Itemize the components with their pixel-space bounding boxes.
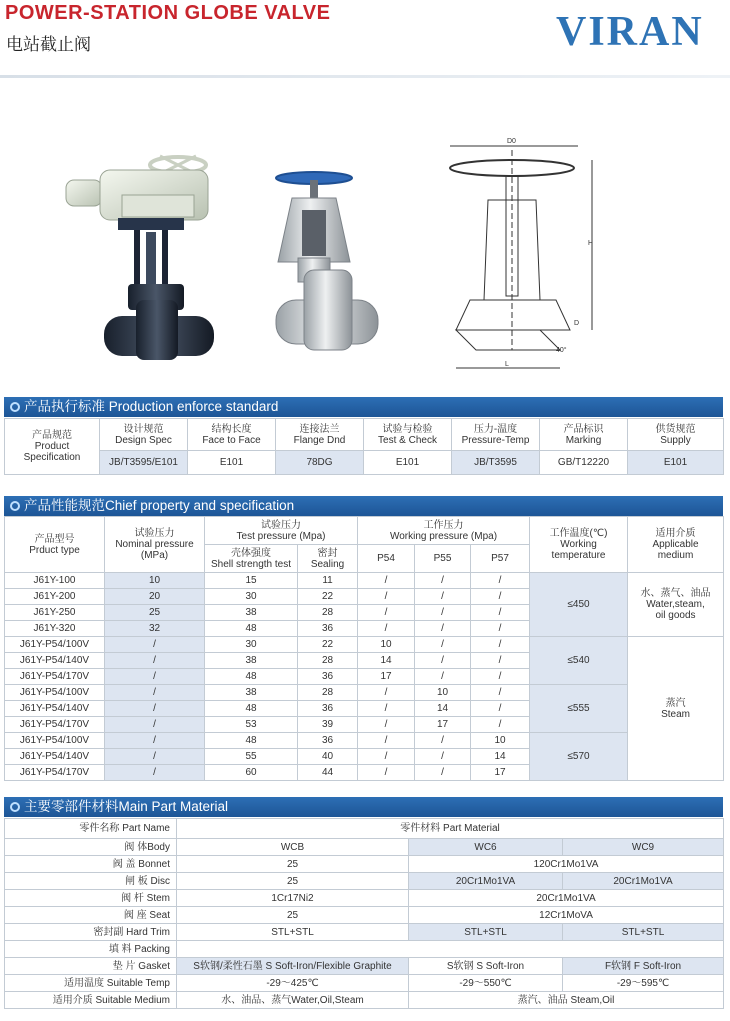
cell: 25 xyxy=(177,856,409,873)
table-cell: / xyxy=(105,701,205,717)
cell: JB/T3595/E101 xyxy=(100,451,188,475)
cell: STL+STL xyxy=(177,924,409,941)
table-cell: 38 xyxy=(205,653,298,669)
medium-cell: 蒸汽 Steam xyxy=(628,637,724,781)
cell: -29～550℃ xyxy=(409,975,563,992)
table-row xyxy=(5,573,724,589)
cell: STL+STL xyxy=(409,924,563,941)
medium-cell: 水、蒸气、油品 Water,steam, oil goods xyxy=(628,573,724,637)
header-p55: P55 xyxy=(415,545,471,573)
table-cell: 14 xyxy=(415,701,471,717)
label-disc: 闸 板 Disc xyxy=(5,873,177,890)
header-type: 产品型号 Prduct type xyxy=(5,517,105,573)
circle-bullet-icon xyxy=(10,402,20,412)
header-temp: 工作温度(℃) Working temperature xyxy=(530,517,628,573)
table-cell: 36 xyxy=(298,701,358,717)
col-head: 连接法兰 Flange Dnd xyxy=(276,419,364,451)
table-cell: 30 xyxy=(205,637,298,653)
section-title: 产品性能规范Chief property and specification xyxy=(24,498,295,513)
table-cell: / xyxy=(415,637,471,653)
label-bonnet: 阀 盖 Bonnet xyxy=(5,856,177,873)
cell xyxy=(177,941,724,958)
temperature-cell: ≤450 xyxy=(530,573,628,637)
header-shell: 壳体强度 Shell strength test xyxy=(205,545,298,573)
header-p57: P57 xyxy=(471,545,530,573)
table-cell: 15 xyxy=(205,573,298,589)
table-cell: / xyxy=(358,685,415,701)
page-subtitle: 电站截止阀 xyxy=(6,35,91,54)
label-seat: 阀 座 Seat xyxy=(5,907,177,924)
table-cell: / xyxy=(358,701,415,717)
table-cell: / xyxy=(415,749,471,765)
cell: STL+STL xyxy=(563,924,724,941)
table-cell: J61Y-P54/100V xyxy=(5,733,105,749)
standard-table xyxy=(4,418,724,475)
col-head: 供货规范 Supply xyxy=(628,419,724,451)
dim-label-l: L xyxy=(505,361,509,368)
table-cell: J61Y-P54/100V xyxy=(5,685,105,701)
table-cell: 40 xyxy=(298,749,358,765)
dim-label-angle: 40° xyxy=(556,347,567,354)
header-nominal: 试验压力 Nominal pressure (MPa) xyxy=(105,517,205,573)
circle-bullet-icon xyxy=(10,802,20,812)
table-cell: 53 xyxy=(205,717,298,733)
col-head: 试验与检验 Test & Check xyxy=(364,419,452,451)
table-cell: J61Y-P54/170V xyxy=(5,717,105,733)
table-cell: / xyxy=(105,749,205,765)
table-cell: 48 xyxy=(205,701,298,717)
table-cell: / xyxy=(471,717,530,733)
cell: E101 xyxy=(188,451,276,475)
table-cell: 25 xyxy=(105,605,205,621)
cell: E101 xyxy=(364,451,452,475)
table-cell: 48 xyxy=(205,733,298,749)
table-cell: J61Y-P54/100V xyxy=(5,637,105,653)
table-cell: / xyxy=(105,669,205,685)
dim-label-d0: D0 xyxy=(507,138,516,145)
cell: 78DG xyxy=(276,451,364,475)
table-cell: 10 xyxy=(415,685,471,701)
table-cell: 22 xyxy=(298,589,358,605)
table-cell: / xyxy=(471,701,530,717)
cell: 20Cr1Mo1VA xyxy=(563,873,724,890)
header-part-name: 零件名称 Part Name xyxy=(5,819,177,839)
table-cell: J61Y-250 xyxy=(5,605,105,621)
cell: JB/T3595 xyxy=(452,451,540,475)
table-cell: 38 xyxy=(205,685,298,701)
product-illustrations xyxy=(0,120,730,380)
header-part-material: 零件材料 Part Material xyxy=(177,819,724,839)
table-cell: / xyxy=(105,685,205,701)
table-cell: J61Y-P54/140V xyxy=(5,653,105,669)
table-cell: J61Y-320 xyxy=(5,621,105,637)
material-table xyxy=(4,818,724,1009)
table-cell: 28 xyxy=(298,685,358,701)
table-cell: / xyxy=(358,765,415,781)
table-cell: / xyxy=(415,589,471,605)
table-cell: / xyxy=(415,669,471,685)
row-head: 产品规范 Product Specification xyxy=(5,419,100,475)
table-cell: 20 xyxy=(105,589,205,605)
table-cell: / xyxy=(471,589,530,605)
electric-actuator-valve-photo xyxy=(66,156,214,360)
header-seal: 密封 Sealing xyxy=(298,545,358,573)
section-header-standard xyxy=(4,397,723,417)
cell: S软钢/柔性石墨 S Soft-Iron/Flexible Graphite xyxy=(177,958,409,975)
section-header-material xyxy=(4,797,723,817)
header-working: 工作压力 Working pressure (Mpa) xyxy=(358,517,530,545)
table-cell: 36 xyxy=(298,621,358,637)
table-cell: J61Y-100 xyxy=(5,573,105,589)
table-cell: 22 xyxy=(298,637,358,653)
sectional-drawing xyxy=(450,138,593,368)
table-cell: 17 xyxy=(415,717,471,733)
circle-bullet-icon xyxy=(10,501,20,511)
table-cell: J61Y-P54/170V xyxy=(5,765,105,781)
table-cell: 17 xyxy=(358,669,415,685)
label-packing: 填 料 Packing xyxy=(5,941,177,958)
table-cell: 14 xyxy=(358,653,415,669)
table-cell: / xyxy=(358,605,415,621)
table-cell: 55 xyxy=(205,749,298,765)
table-cell: 36 xyxy=(298,669,358,685)
table-cell: 48 xyxy=(205,669,298,685)
col-head: 结构长度 Face to Face xyxy=(188,419,276,451)
cell: 25 xyxy=(177,907,409,924)
table-cell: / xyxy=(358,717,415,733)
table-cell: / xyxy=(471,669,530,685)
label-trim: 密封副 Hard Trim xyxy=(5,924,177,941)
table-cell: J61Y-P54/140V xyxy=(5,701,105,717)
table-cell: / xyxy=(471,605,530,621)
temperature-cell: ≤555 xyxy=(530,685,628,733)
cell: 25 xyxy=(177,873,409,890)
table-cell: 10 xyxy=(471,733,530,749)
table-cell: 44 xyxy=(298,765,358,781)
table-cell: 60 xyxy=(205,765,298,781)
globe-valve-photo xyxy=(276,172,378,350)
header-test: 试验压力 Test pressure (Mpa) xyxy=(205,517,358,545)
table-cell: / xyxy=(471,637,530,653)
table-cell: / xyxy=(415,605,471,621)
table-cell: 10 xyxy=(105,573,205,589)
table-cell: / xyxy=(471,573,530,589)
table-cell: / xyxy=(358,733,415,749)
cell: S软钢 S Soft-Iron xyxy=(409,958,563,975)
cell: 120Cr1Mo1VA xyxy=(409,856,724,873)
table-cell: 36 xyxy=(298,733,358,749)
table-cell: / xyxy=(471,621,530,637)
table-cell: 28 xyxy=(298,605,358,621)
cell: 1Cr17Ni2 xyxy=(177,890,409,907)
section-title: 产品执行标准 Production enforce standard xyxy=(24,399,279,414)
header-divider xyxy=(0,75,730,78)
table-cell: / xyxy=(105,653,205,669)
property-table xyxy=(4,516,724,781)
table-cell: 11 xyxy=(298,573,358,589)
table-cell: / xyxy=(471,685,530,701)
table-cell: / xyxy=(358,621,415,637)
cell: 水、油品、蒸气Water,Oil,Steam xyxy=(177,992,409,1009)
table-cell: 32 xyxy=(105,621,205,637)
table-cell: 10 xyxy=(358,637,415,653)
table-cell: / xyxy=(415,653,471,669)
table-cell: / xyxy=(358,749,415,765)
temperature-cell: ≤540 xyxy=(530,637,628,685)
col-head: 产品标识 Marking xyxy=(540,419,628,451)
table-cell: 17 xyxy=(471,765,530,781)
cell: -29～595℃ xyxy=(563,975,724,992)
dim-label-h: H xyxy=(588,240,594,247)
table-cell: / xyxy=(358,589,415,605)
table-cell: 14 xyxy=(471,749,530,765)
table-cell: / xyxy=(358,573,415,589)
label-temp: 适用温度 Suitable Temp xyxy=(5,975,177,992)
table-cell: / xyxy=(415,573,471,589)
table-cell: / xyxy=(105,717,205,733)
cell: F软钢 F Soft-Iron xyxy=(563,958,724,975)
label-gasket: 垫 片 Gasket xyxy=(5,958,177,975)
table-cell: / xyxy=(415,621,471,637)
cell: WC9 xyxy=(563,839,724,856)
cell: WC6 xyxy=(409,839,563,856)
cell: 20Cr1Mo1VA xyxy=(409,873,563,890)
col-head: 设计规范 Design Spec xyxy=(100,419,188,451)
table-cell: 38 xyxy=(205,605,298,621)
label-medium: 适用介质 Suitable Medium xyxy=(5,992,177,1009)
table-cell: 39 xyxy=(298,717,358,733)
table-cell: / xyxy=(415,733,471,749)
cell: GB/T12220 xyxy=(540,451,628,475)
table-cell: / xyxy=(105,733,205,749)
table-cell: / xyxy=(105,765,205,781)
col-head: 压力-温度 Pressure-Temp xyxy=(452,419,540,451)
cell: 蒸汽、油品 Steam,Oil xyxy=(409,992,724,1009)
section-title: 主要零部件材料Main Part Material xyxy=(24,799,229,814)
table-cell: 28 xyxy=(298,653,358,669)
table-cell: 48 xyxy=(205,621,298,637)
label-body: 阀 体Body xyxy=(5,839,177,856)
table-cell: J61Y-200 xyxy=(5,589,105,605)
header-medium: 适用介质 Applicable medium xyxy=(628,517,724,573)
temperature-cell: ≤570 xyxy=(530,733,628,781)
page-title: POWER-STATION GLOBE VALVE xyxy=(5,2,331,24)
section-header-property xyxy=(4,496,723,516)
cell: WCB xyxy=(177,839,409,856)
table-cell: J61Y-P54/170V xyxy=(5,669,105,685)
label-stem: 阀 杆 Stem xyxy=(5,890,177,907)
cell: -29～425℃ xyxy=(177,975,409,992)
table-row xyxy=(5,685,724,701)
cell: E101 xyxy=(628,451,724,475)
table-row xyxy=(5,637,724,653)
header-p54: P54 xyxy=(358,545,415,573)
dim-label-d: D xyxy=(574,320,580,327)
table-cell: 30 xyxy=(205,589,298,605)
brand-logo: VIRAN xyxy=(556,9,704,55)
table-cell: J61Y-P54/140V xyxy=(5,749,105,765)
table-cell: / xyxy=(105,637,205,653)
table-cell: / xyxy=(471,653,530,669)
table-row xyxy=(5,733,724,749)
table-cell: / xyxy=(415,765,471,781)
cell: 20Cr1Mo1VA xyxy=(409,890,724,907)
cell: 12Cr1MoVA xyxy=(409,907,724,924)
